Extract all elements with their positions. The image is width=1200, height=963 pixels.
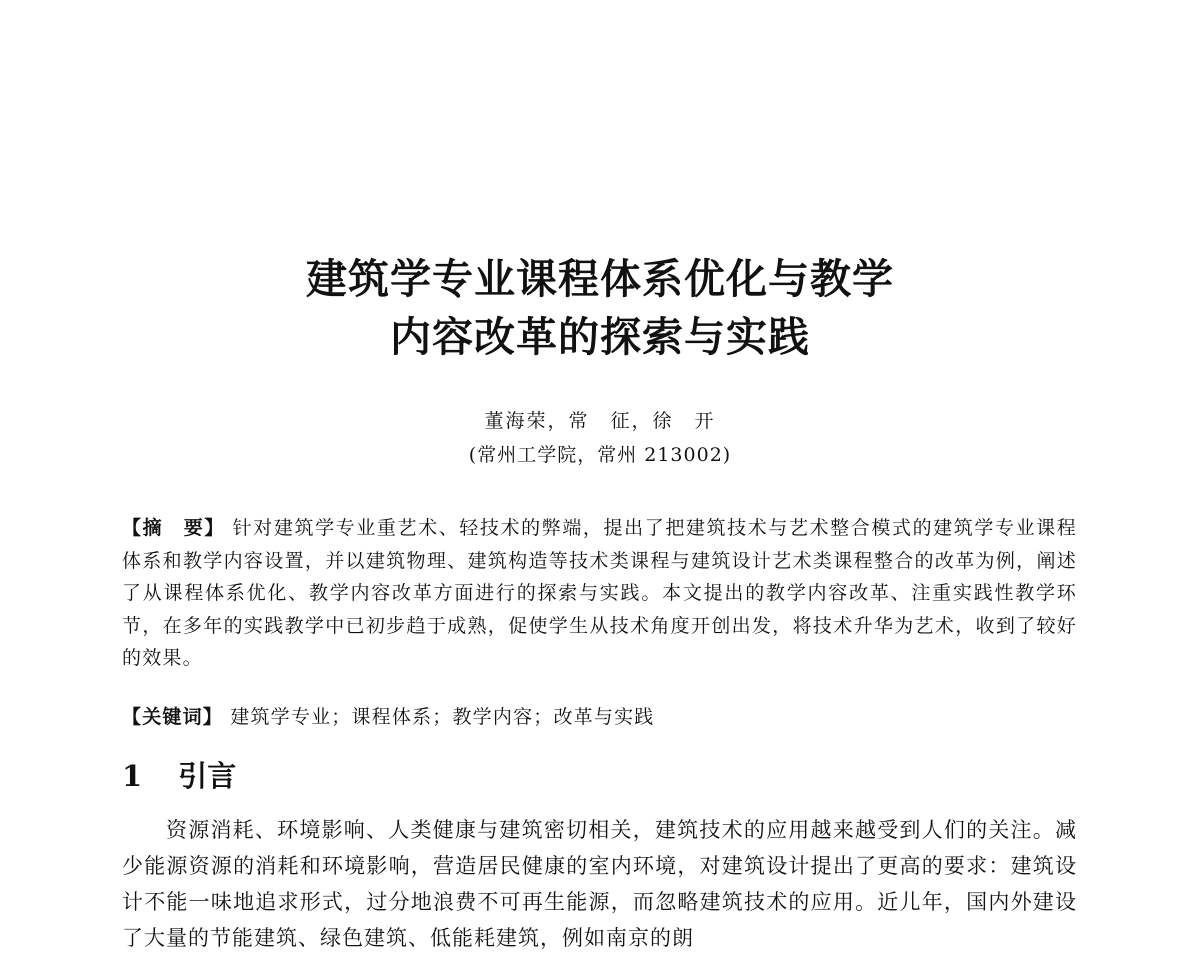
abstract-label: 【摘 要】 (122, 517, 226, 539)
paper-title-line-1: 建筑学专业课程体系优化与教学 (306, 255, 894, 303)
keywords-text: 建筑学专业；课程体系；教学内容；改革与实践 (230, 706, 655, 728)
paper-title-line-2: 内容改革的探索与实践 (390, 313, 810, 361)
section-number: 1 (122, 759, 143, 793)
abstract-block (122, 512, 1077, 675)
abstract-text: 针对建筑学专业重艺术、轻技术的弊端，提出了把建筑技术与艺术整合模式的建筑学专业课程体系和教学内容设置，并以建筑物理、建筑构造等技术类课程与建筑设计艺术类课程整合的改革为例，阐述了从课程体系优化、教学内容改革方面进行的探索与实践。本文提出的教学内容改革、注重实践性教学环节，在多年的实践教学中已初步趋于成熟，促使学生从技术角度开创出发，将技术升华为艺术，收到了较好的效果。 (122, 517, 1077, 669)
author-list: 董海荣，常 征，徐 开 (484, 410, 716, 432)
section-title: 引言 (178, 759, 237, 793)
section-heading (122, 756, 236, 796)
keywords-block (122, 702, 1077, 732)
body-paragraph: 资源消耗、环境影响、人类健康与建筑密切相关，建筑技术的应用越来越受到人们的关注。减少能源资源的消耗和环境影响，营造居民健康的室内环境，对建筑设计提出了更高的要求：建筑设计不能一味地追求形式，过分地浪费不可再生能源，而忽略建筑技术的应用。近儿年，国内外建设了大量的节能建筑、绿色建筑、低能耗建筑，例如南京的朗 (122, 818, 1077, 950)
author-affiliation: (常州工学院，常州 213002) (468, 444, 732, 466)
keywords-label: 【关键词】 (122, 706, 224, 728)
